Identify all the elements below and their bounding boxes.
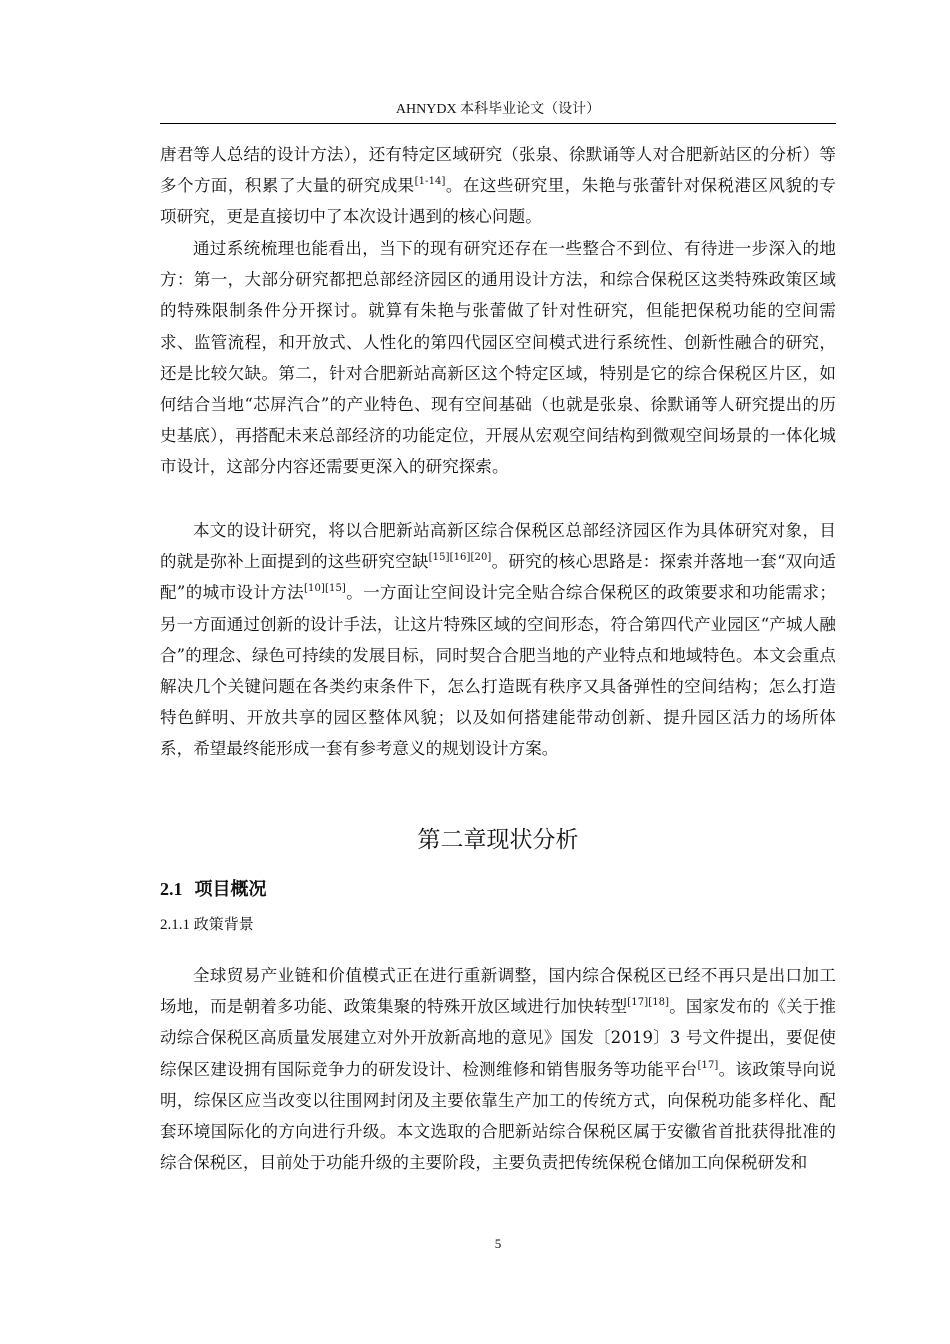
citation: [17]	[697, 1059, 719, 1071]
paragraph-4-text-cont: 。国家发布的《关于推动综合保税区高质量发展建立对外开放新高地的意见》国发〔2019〕3 号文件提出，要促使综保区建设拥有国际竞争力的研发设计、检测维修和销售服务等功能平台	[160, 997, 837, 1079]
paragraph-3-text: 本文的设计研究，将以合肥新站高新区综合保税区总部经济园区作为具体研究对象，目的就是弥补上面提到的这些研究空缺	[160, 521, 836, 572]
citation: [15][16][20]	[428, 552, 492, 564]
paragraph-3	[160, 515, 836, 765]
page-number: 5	[494, 1236, 502, 1251]
section-number: 2.1	[160, 879, 183, 899]
citation: [10][15]	[304, 583, 346, 595]
section-heading	[160, 874, 267, 904]
paragraph-2	[160, 233, 836, 483]
paragraph-1-text-cont: 。在这些研究里，朱艳与张蕾针对保税港区风貌的专项研究，更是直接切中了本次设计遇到的核心问题。	[160, 176, 836, 227]
header-divider	[160, 123, 836, 124]
paragraph-4-text: 全球贸易产业链和价值模式正在进行重新调整，国内综合保税区已经不再只是出口加工场地，而是朝着多功能、政策集聚的特殊开放区域进行加快转型	[160, 966, 836, 1017]
paragraph-1-text: 唐君等人总结的设计方法），还有特定区域研究（张泉、徐默诵等人对合肥新站区的分析）等多个方面，积累了大量的研究成果	[160, 145, 836, 196]
paragraph-3-text-end: 。一方面让空间设计完全贴合综合保税区的政策要求和功能需求；另一方面通过创新的设计手法，让这片特殊区域的空间形态，符合第四代产业园区“产城人融合”的理念、绿色可持续的发展目标，同时契合合肥当地的产业特点和地域特色。本文会重点解决几个关键问题在各类约束条件下，怎么打造既有秩序又具备弹性的空间结构；怎么打造特色鲜明、开放共享的园区整体风貌；以及如何搭建能带动创新、提升园区活力的场所体系，希望最终能形成一套有参考意义的规划设计方案。	[160, 583, 836, 759]
paragraph-2-text: 通过系统梳理也能看出，当下的现有研究还存在一些整合不到位、有待进一步深入的地方：第一，大部分研究都把总部经济园区的通用设计方法，和综合保税区这类特殊政策区域的特殊限制条件分开探讨。就算有朱艳与张蕾做了针对性研究，但能把保税功能的空间需求、监管流程，和开放式、人性化的第四代园区空间模式进行系统性、创新性融合的研究，还是比较欠缺。第二，针对合肥新站高新区这个特定区域，特别是它的综合保税区片区，如何结合当地“芯屏汽合”的产业特色、现有空间基础（也就是张泉、徐默诵等人研究提出的历史基底），再搭配未来总部经济的功能定位，开展从宏观空间结构到微观空间场景的一体化城市设计，这部分内容还需要更深入的研究探索。	[160, 239, 836, 477]
paragraph-4-text-end: 。该政策导向说明，综保区应当改变以往围网封闭及主要依靠生产加工的传统方式，向保税功能多样化、配套环境国际化的方向进行升级。本文选取的合肥新站综合保税区属于安徽省首批获得批准的综合保税区，目前处于功能升级的主要阶段，主要负责把传统保税仓储加工向保税研发和	[160, 1059, 836, 1173]
running-header: AHNYDX 本科毕业论文（设计）	[395, 102, 601, 117]
citation: [17][18]	[627, 997, 670, 1009]
chapter-title: 第二章现状分析	[417, 827, 579, 853]
section-title: 项目概况	[194, 879, 267, 899]
paragraph-4	[160, 960, 836, 1178]
paragraph-1	[160, 139, 836, 233]
subsection-heading: 2.1.1 政策背景	[160, 917, 254, 933]
citation: [1-14]	[414, 176, 446, 188]
paragraph-3-text-cont: 。研究的核心思路是：探索并落地一套“双向适配”的城市设计方法	[160, 552, 836, 603]
